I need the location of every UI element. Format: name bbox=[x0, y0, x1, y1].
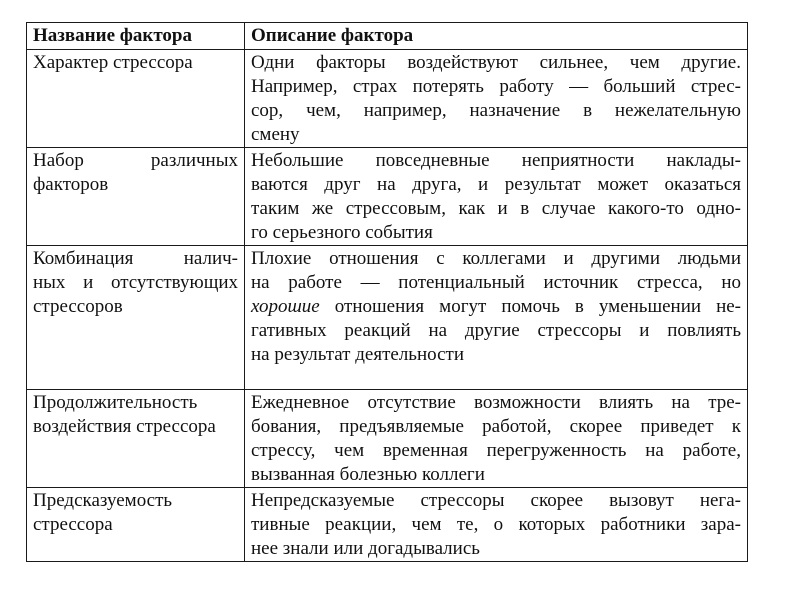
description-line: на работе — потенциальный источник стресса, но bbox=[251, 272, 741, 293]
factor-name-cell bbox=[27, 50, 245, 148]
table-row bbox=[27, 148, 748, 246]
description-line: нее знали или догадывались bbox=[251, 538, 480, 559]
factor-name-line: факторов bbox=[33, 174, 109, 195]
description-line: сор, чем, например, назначение в нежелательную bbox=[251, 100, 741, 121]
factor-name-line: стрессоров bbox=[33, 296, 123, 317]
factor-name-line: Комбинация налич- bbox=[33, 248, 238, 269]
stress-factors-table bbox=[26, 22, 748, 562]
description-line: на результат деятельности bbox=[251, 344, 465, 365]
factor-name-cell bbox=[27, 390, 245, 488]
description-line: вызванная болезнью коллеги bbox=[251, 464, 485, 485]
description-line: Непредсказуемые стрессоры скорее вызовут нега- bbox=[251, 490, 741, 511]
factor-name-cell bbox=[27, 148, 245, 246]
factor-name-line: воздействия стрессора bbox=[33, 416, 216, 437]
emphasis-word: хорошие bbox=[251, 296, 320, 317]
factor-description-cell bbox=[245, 390, 748, 488]
description-line-emphasis: хорошие отношения могут помочь в уменьшении не- bbox=[251, 296, 741, 317]
factor-name-line: Продолжительность bbox=[33, 392, 198, 413]
header-factor-description: Описание фактора bbox=[245, 23, 748, 50]
description-line: смену bbox=[251, 124, 300, 145]
factor-name-cell bbox=[27, 488, 245, 562]
factor-name-cell bbox=[27, 246, 245, 390]
table-header-row bbox=[27, 23, 748, 50]
factor-name-line: Предсказуемость bbox=[33, 490, 173, 511]
table-row bbox=[27, 390, 748, 488]
factor-description-cell bbox=[245, 50, 748, 148]
table-row bbox=[27, 246, 748, 390]
description-line: гативных реакций на другие стрессоры и повлиять bbox=[251, 320, 741, 341]
factor-name-line: Характер стрессора bbox=[33, 52, 193, 73]
factor-description-cell bbox=[245, 148, 748, 246]
description-line: Одни факторы воздействуют сильнее, чем другие. bbox=[251, 52, 741, 73]
description-line: тивные реакции, чем те, о которых работники зара- bbox=[251, 514, 741, 535]
factor-description-cell bbox=[245, 488, 748, 562]
description-line: Например, страх потерять работу — больший стрес- bbox=[251, 76, 741, 97]
table-row bbox=[27, 488, 748, 562]
header-factor-name: Название фактора bbox=[27, 23, 245, 50]
description-line: стрессу, чем временная перегруженность на работе, bbox=[251, 440, 741, 461]
factor-description-cell bbox=[245, 246, 748, 390]
table-row bbox=[27, 50, 748, 148]
description-line: бования, предъявляемые работой, скорее приведет к bbox=[251, 416, 741, 437]
description-line: таким же стрессовым, как и в случае какого-то одно- bbox=[251, 198, 741, 219]
factor-name-line: ных и отсутствующих bbox=[33, 272, 238, 293]
description-line: го серьезного события bbox=[251, 222, 433, 243]
description-line: ваются друг на друга, и результат может оказаться bbox=[251, 174, 741, 195]
factor-name-line: Набор различных bbox=[33, 150, 238, 171]
description-line: Небольшие повседневные неприятности наклады- bbox=[251, 150, 741, 171]
description-line: Ежедневное отсутствие возможности влиять на тре- bbox=[251, 392, 741, 413]
factor-name-line: стрессора bbox=[33, 514, 113, 535]
description-line: Плохие отношения с коллегами и другими людьми bbox=[251, 248, 741, 269]
